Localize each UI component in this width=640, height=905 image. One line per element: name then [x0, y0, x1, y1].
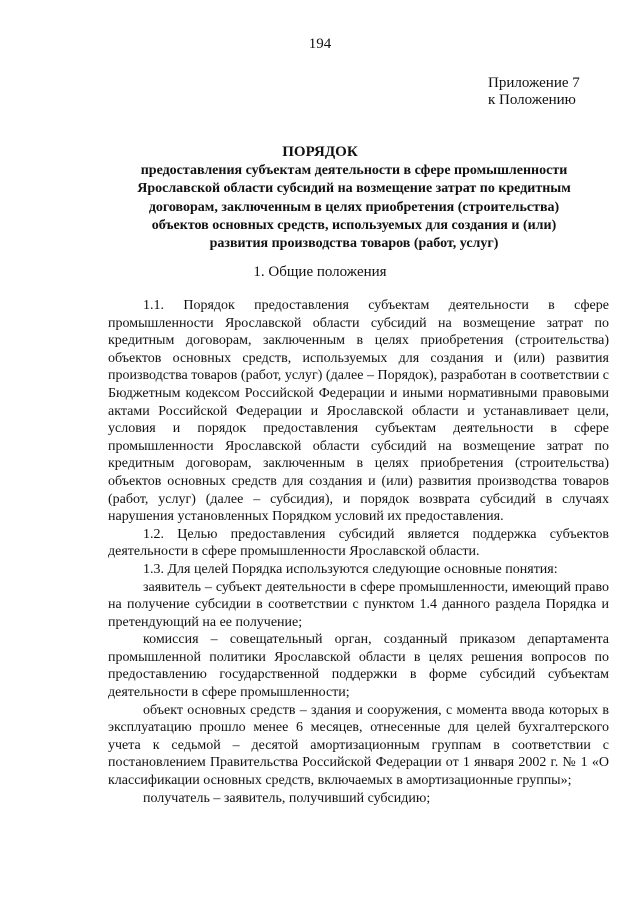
- paragraph: комиссия – совещательный орган, созданный приказом департамента промышленной политики Ярославской области в целях решения вопросов по предоставлению государственной поддержки в форме субсидий субъектам деятельности в сфере промышленности;: [108, 632, 609, 701]
- page-number: 194: [308, 36, 332, 52]
- document-title: ПОРЯДОК: [282, 144, 358, 160]
- subtitle-line: развития производства товаров (работ, услуг): [209, 236, 499, 252]
- subtitle-line: договорам, заключенным в целях приобретения (строительства): [148, 199, 560, 215]
- subtitle-line: Ярославской области субсидий на возмещение затрат по кредитным: [137, 181, 571, 197]
- subtitle-line: объектов основных средств, используемых для создания и (или): [151, 217, 557, 233]
- subtitle-line: предоставления субъектам деятельности в сфере промышленности: [140, 163, 568, 178]
- paragraph: 1.2. Целью предоставления субсидий является поддержка субъектов деятельности в сфере промышленности Ярославской области.: [108, 526, 609, 560]
- appendix-line: к Положению: [488, 92, 576, 108]
- appendix-reference: [488, 75, 580, 109]
- paragraph: 1.1. Порядок предоставления субъектам деятельности в сфере промышленности Ярославской области субсидий на возмещение затрат по кредитным договорам, заключенным в целях приобретения (строительства) объектов основных средств, используемых для создания и (или) развития производства товаров (работ, услуг) (далее – Порядок), разработан в соответствии с Бюджетным кодексом Российской Федерации и иными нормативными правовыми актами Российской Федерации и Ярославской области и устанавливает цели, условия и порядок предоставления субъектам деятельности в сфере промышленности Ярославской области субсидий на возмещение затрат по кредитным договорам, заключенным в целях приобретения (строительства) объектов основных средств для создания и (или) развития производства товаров (работ, услуг) (далее – субсидия), и порядок возврата субсидий в случаях нарушения установленных Порядком условий их предоставления.: [108, 298, 609, 525]
- document-subtitle: [112, 162, 596, 253]
- paragraph: заявитель – субъект деятельности в сфере промышленности, имеющий право на получение субсидии в соответствии с пунктом 1.4 данного раздела Порядка и претендующий на ее получение;: [108, 579, 609, 630]
- appendix-line: Приложение 7: [488, 75, 580, 91]
- paragraph: получатель – заявитель, получивший субсидию;: [143, 790, 431, 806]
- document-body: [108, 297, 609, 807]
- paragraph: 1.3. Для целей Порядка используются следующие основные понятия:: [143, 561, 558, 577]
- section-heading: 1. Общие положения: [253, 264, 387, 280]
- paragraph: объект основных средств – здания и сооружения, с момента ввода которых в эксплуатацию прошло менее 6 месяцев, отнесенные для целей бухгалтерского учета к седьмой – десятой амортизационным группам в соответствии с постановлением Правительства Российской Федерации от 1 января 2002 г. № 1 «О классификации основных средств, включаемых в амортизационные группы»;: [108, 702, 609, 789]
